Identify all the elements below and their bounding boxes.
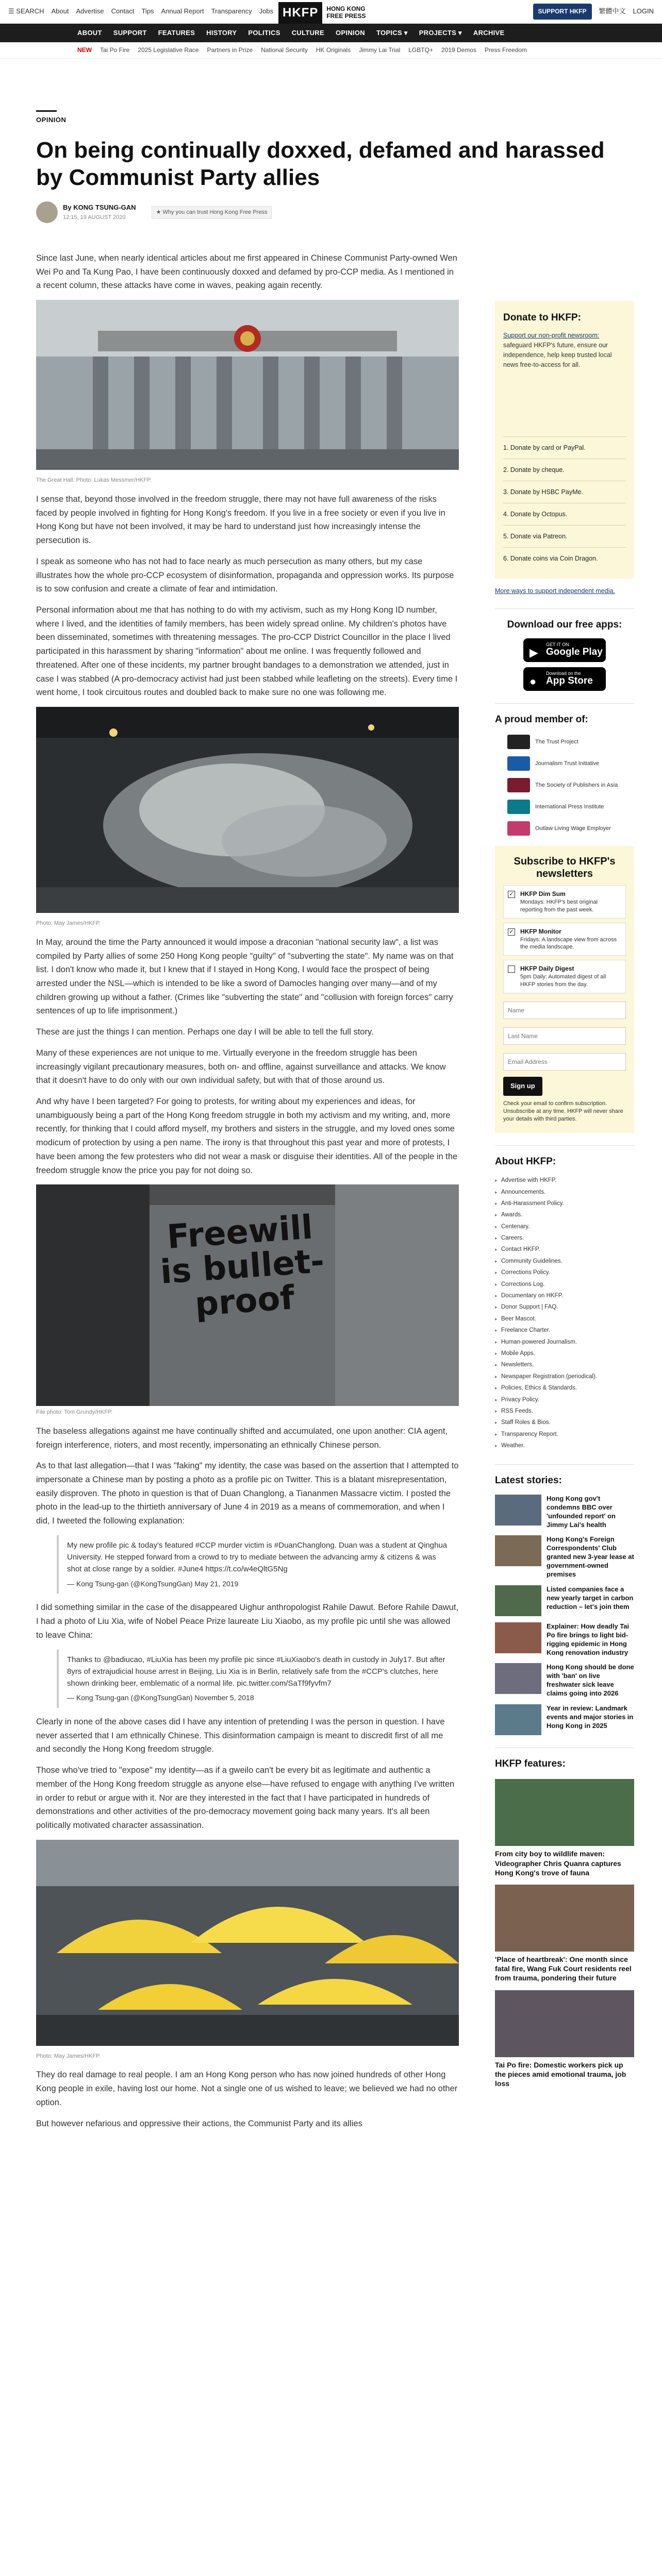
- subnav-item[interactable]: Press Freedom: [484, 46, 527, 54]
- photo-caption: Photo: May James/HKFP.: [36, 2053, 101, 2059]
- donate-lead-link[interactable]: Support our non-profit newsroom:: [503, 332, 600, 340]
- story-thumbnail[interactable]: [495, 1495, 541, 1526]
- latest-list: [495, 1495, 634, 1735]
- sidebar: [495, 301, 634, 2095]
- main-nav: [0, 24, 662, 42]
- tweet-meta[interactable]: — Kong Tsung-gan (@KongTsungGan) November 5, 2018: [67, 1693, 254, 1702]
- paragraph: Since last June, when nearly identical articles about me first appeared in Chinese Communist Party-owned Wen Wei Po and Ta Kung Pao, I have been continuously doxxed and defamed by pro-CCP media. As I mentioned in a recent column, these attacks have come in waves, peaking again recently.: [36, 253, 457, 291]
- nav-features[interactable]: FEATURES: [158, 28, 195, 37]
- about-link[interactable]: ▸ Corrections Policy.: [495, 1267, 634, 1278]
- logo-line1: HONG KONG: [326, 5, 366, 13]
- tweet-text: My new profile pic & today's featured #CCP murder victim is #DuanChanglong. Duan was a student at Qinghua University. He stepped forward from a crowd to try to mediate between the advancing army & citizens & was shot at close range by a soldier. #June4 https://t.co/w4eQltG5Ng: [67, 1540, 448, 1574]
- story-title[interactable]: Explainer: How deadly Tai Po fire brings to light bid-rigging epidemic in Hong Kong renovation industry: [547, 1622, 630, 1656]
- member-name: Journalism Trust Initiative: [535, 760, 600, 767]
- tweet-text: Thanks to @badiucao, #LiuXia has been my profile pic since #LiuXiaobo's death in custody in July17. But after 8yrs of extrajudicial house arrest in Beijing, Liu Xia is in Berlin, relatively safe from the #CCP's clutches, here shown drinking beer, emblematic of a normal life. pic.twitter.com/SaTf9fyvfm7: [67, 1655, 445, 1688]
- photo-shadow: [36, 1184, 150, 1406]
- trust-banner-label: Why you can trust Hong Kong Free Press: [162, 209, 268, 215]
- embedded-tweet: [57, 1535, 459, 1594]
- donate-box: [495, 301, 634, 579]
- story-thumbnail[interactable]: [495, 1585, 541, 1616]
- story-thumbnail[interactable]: [495, 1663, 541, 1694]
- nav-opinion[interactable]: OPINION: [335, 28, 365, 37]
- about-link[interactable]: ▸ Newspaper Registration (periodical).: [495, 1371, 634, 1382]
- member-name: International Press Institute: [535, 803, 604, 810]
- paragraph: Clearly in none of the above cases did I have any intention of pretending I was the person in question. I have never asserted that I am ethnically Chinese. This disinformation campaign is meant to discredit first of all me and secondly the Hong Kong freedom struggle.: [36, 1717, 445, 1754]
- about-link[interactable]: ▸ Newsletters.: [495, 1359, 634, 1370]
- about-link[interactable]: ▸ Mobile Apps.: [495, 1348, 634, 1359]
- as-big: App Store: [546, 675, 593, 686]
- author-avatar: [36, 201, 58, 223]
- checkbox-icon[interactable]: [508, 965, 515, 973]
- subnav-item[interactable]: Jimmy Lai Trial: [359, 46, 401, 54]
- feature-image[interactable]: [495, 1990, 634, 2057]
- umbrellas-photo: [36, 1840, 459, 2046]
- apps-title: Download our free apps:: [495, 608, 634, 633]
- member-logo[interactable]: [507, 778, 634, 792]
- member-logo[interactable]: [507, 821, 634, 836]
- about-link[interactable]: ▸ Staff Roles & Bios.: [495, 1417, 634, 1428]
- graffiti-text: Freewill is bullet-proof: [159, 1208, 326, 1325]
- author-name[interactable]: By KONG TSUNG-GAN: [63, 204, 136, 212]
- subnav-item[interactable]: 2019 Demos: [441, 46, 476, 54]
- paragraph: These are just the things I can mention. Perhaps one day I will be able to tell the full story.: [36, 1027, 374, 1037]
- first-name-input[interactable]: [503, 1002, 626, 1019]
- member-name: The Trust Project: [535, 738, 578, 745]
- story-thumbnail[interactable]: [495, 1622, 541, 1653]
- top-link-jobs[interactable]: Jobs: [259, 7, 274, 15]
- latest-story[interactable]: [495, 1585, 634, 1616]
- graffiti-photo: [36, 1184, 459, 1406]
- about-link[interactable]: ▸ Announcements.: [495, 1187, 634, 1198]
- about-link[interactable]: ▸ Contact HKFP.: [495, 1244, 634, 1255]
- donate-lead: [503, 331, 626, 369]
- photo-caption: Photo: May James/HKFP.: [36, 920, 101, 927]
- paragraph: In May, around the time the Party announced it would impose a draconian "national security law", a list was compiled by Party allies of some 250 Hong Kong people "guilty" of "subverting the state". My name was on that list. I don't know who made it, but I knew that if I stayed in Hong Kong, I would face the prospect of being arrested under the NSL—which is intended to be like a sword of Damocles hanging over many—and of my children growing up without a father. (Crimes like "subverting the state" and "collusion with foreign forces" carry sentences of up to life imprisonment.): [36, 937, 454, 1016]
- logo-words: [326, 6, 366, 20]
- newsletter-name: HKFP Daily Digest: [520, 965, 574, 973]
- last-name-input[interactable]: [503, 1027, 626, 1045]
- latest-story[interactable]: [495, 1704, 634, 1735]
- newsletter-desc: 5pm Daily: Automated digest of all HKFP stories from the day.: [520, 974, 606, 988]
- story-title[interactable]: Hong Kong gov't condemns BBC over 'unfounded report' on Jimmy Lai's health: [547, 1494, 616, 1529]
- trust-banner[interactable]: ★ Why you can trust Hong Kong Free Press: [152, 206, 272, 219]
- about-link[interactable]: ▸ Privacy Policy.: [495, 1394, 634, 1405]
- search-label: SEARCH: [16, 7, 44, 15]
- top-bar: [0, 0, 662, 24]
- member-name: Outlaw Living Wage Employer: [535, 825, 611, 832]
- about-link[interactable]: ▸ Advertise with HKFP.: [495, 1175, 634, 1186]
- donate-option[interactable]: 4. Donate by Octopus.: [503, 503, 626, 525]
- member-logo[interactable]: [507, 800, 634, 814]
- nav-archive[interactable]: ARCHIVE: [473, 28, 505, 37]
- great-hall-photo: [36, 300, 459, 470]
- about-link[interactable]: ▸ Human-powered Journalism.: [495, 1336, 634, 1348]
- paragraph: Those who've tried to "expose" my identity—as if a gweilo can't be every bit as legitimate and authentic a member of the Hong Kong freedom struggle as anyone else—have refused to engage with anything I've written in order to rebut or argue with it. Nor are they interested in the fact that I have participated in hundreds of demonstrations and other activities of the pro-democracy movement going back many years. It's all been politically motivated character assassination.: [36, 1766, 455, 1830]
- subnav-item[interactable]: LGBTQ+: [408, 46, 433, 54]
- subnav-item[interactable]: HK Originals: [316, 46, 351, 54]
- login-link[interactable]: LOGIN: [633, 7, 654, 15]
- about-list: [495, 1175, 634, 1451]
- embedded-tweet: [57, 1650, 459, 1708]
- photo-caption: File photo: Tom Grundy/HKFP.: [36, 1409, 113, 1416]
- top-link-tips[interactable]: Tips: [141, 7, 154, 15]
- feature-title[interactable]: 'Place of heartbreak': One month since fatal fire, Wang Fuk Court residents reel from trauma, pondering their future: [495, 1955, 632, 1982]
- nav-topics[interactable]: TOPICS ▾: [376, 28, 408, 37]
- paragraph: Many of these experiences are not unique to me. Virtually everyone in the freedom struggle has been increasingly vigilant precautionary measures, both on- and offline, against surveillance and attacks. We know that it doesn't have to do only with our own individual safety, but with that of those around us.: [36, 1048, 446, 1086]
- site-logo[interactable]: [278, 2, 366, 24]
- about-link[interactable]: ▸ Community Guidelines.: [495, 1256, 634, 1267]
- sub-nav: [0, 42, 662, 59]
- member-logo[interactable]: [507, 756, 634, 771]
- trust-project-icon: [507, 735, 530, 749]
- about-link[interactable]: ▸ Centenary.: [495, 1221, 634, 1232]
- feature-story[interactable]: [495, 1885, 634, 1983]
- member-title: A proud member of:: [495, 703, 634, 727]
- logo-line2: FREE PRESS: [326, 12, 366, 20]
- newsletter-desc: Fridays: A landscape view from across the media landscape.: [520, 936, 617, 951]
- story-title[interactable]: Hong Kong should be done with 'ban' on live freshwater sick leave claims going into 2026: [547, 1663, 634, 1698]
- story-thumbnail[interactable]: [495, 1535, 541, 1566]
- story-title[interactable]: Listed companies face a new yearly target in carbon reduction – let's join them: [547, 1585, 634, 1611]
- donate-option[interactable]: 6. Donate coins via Coin Dragon.: [503, 547, 626, 569]
- top-actions: [533, 4, 654, 20]
- top-link-about[interactable]: About: [51, 7, 69, 15]
- donate-option[interactable]: 2. Donate by cheque.: [503, 459, 626, 481]
- about-link[interactable]: ▸ Policies, Ethics & Standards.: [495, 1382, 634, 1394]
- play-icon: ▶: [529, 646, 538, 659]
- donate-spacer: [503, 369, 626, 436]
- feature-story[interactable]: [495, 1779, 634, 1877]
- paragraph: As to that last allegation—that I was "faking" my identity, the case was based on the assertion that I attempted to impersonate a Chinese man by posting a photo as a profile pic on Twitter. This is a blatant misrepresentation, easily disproven. The photo in question is that of Duan Changlong, a Tiananmen Massacre victim. I posted the photo in the lead-up to the thirtieth anniversary of June 4 in 2019 as a means of commemoration, and when I did, I tweeted the following explanation:: [36, 1461, 459, 1526]
- donate-option[interactable]: 5. Donate via Patreon.: [503, 525, 626, 547]
- nav-history[interactable]: HISTORY: [206, 28, 237, 37]
- about-link[interactable]: ▸ Beer Mascot.: [495, 1313, 634, 1325]
- newsletter-box: [495, 846, 634, 1133]
- nav-projects[interactable]: PROJECTS ▾: [419, 28, 462, 37]
- nav-support[interactable]: SUPPORT: [113, 28, 147, 37]
- donate-lead-text: safeguard HKFP's future, ensure our independence, help keep trusted local news free-to-access for all.: [503, 342, 612, 368]
- as-small: Download on the: [546, 670, 581, 676]
- section-label[interactable]: OPINION: [36, 110, 57, 126]
- donate-option[interactable]: 3. Donate by HSBC PayMe.: [503, 481, 626, 503]
- more-ways-link[interactable]: More ways to support independent media.: [495, 587, 615, 595]
- nav-about[interactable]: ABOUT: [77, 28, 102, 37]
- search-button[interactable]: ☰ SEARCH: [8, 7, 44, 15]
- about-link[interactable]: ▸ Documentary on HKFP.: [495, 1290, 634, 1301]
- newsletter-title: Subscribe to HKFP's newsletters: [514, 856, 616, 880]
- about-link[interactable]: ▸ Corrections Log.: [495, 1279, 634, 1290]
- about-link[interactable]: ▸ Freelance Charter.: [495, 1325, 634, 1336]
- features-title: HKFP features:: [495, 1748, 634, 1772]
- top-link-annual-report[interactable]: Annual Report: [161, 7, 204, 15]
- newsletter-note: Check your email to confirm subscription. Unsubscribe at any time. HKFP will never share your details with third parties.: [503, 1100, 623, 1123]
- subnav-item[interactable]: National Security: [261, 46, 308, 54]
- photo-building: [335, 1184, 459, 1406]
- paragraph: They do real damage to real people. I am an Hong Kong person who has now joined hundreds of other Hong Kong people in exile, having lost our home. Not a single one of us wished to leave; we believed we had no other option.: [36, 2070, 458, 2107]
- latest-story[interactable]: [495, 1535, 634, 1579]
- language-link[interactable]: 繁體中文: [599, 7, 626, 15]
- paragraph: But however nefarious and oppressive their actions, the Communist Party and its allies: [36, 2119, 362, 2128]
- support-button[interactable]: SUPPORT HKFP: [533, 4, 592, 20]
- donate-option[interactable]: 1. Donate by card or PayPal.: [503, 436, 626, 459]
- logo-mark: HKFP: [278, 2, 322, 24]
- feature-image[interactable]: [495, 1779, 634, 1846]
- top-link-advertise[interactable]: Advertise: [76, 7, 104, 15]
- sopa-icon: [507, 778, 530, 792]
- byline-text: [63, 202, 136, 222]
- top-link-transparency[interactable]: Transparency: [211, 7, 252, 15]
- latest-story[interactable]: [495, 1622, 634, 1657]
- newsletter-option[interactable]: [503, 923, 626, 956]
- paragraph: I did something similar in the case of the disappeared Uighur anthropologist Rahile Dawut. Before Rahile Dawut, I had a photo of Liu Xia, wife of Nobel Peace Prize laureate Liu Xiaobo, as my profile pic until she was allowed to leave China:: [36, 1603, 459, 1640]
- google-play-button[interactable]: [523, 638, 606, 662]
- story-thumbnail[interactable]: [495, 1704, 541, 1735]
- email-input[interactable]: [503, 1053, 626, 1071]
- paragraph: And why have I been targeted? For going to protests, for writing about my experiences and ideas, for unambiguously being a part of the Hong Kong freedom struggle in both my activism and my writing, and, more recently, for thinking that I could afford myself, my brothers and sisters in the struggle, and my loved ones some modicum of protection by using a pen name. The irony is that throughout this past year and more of protests, I have been among the few protesters who did not wear a mask or disguise their identities. All of the people in the freedom struggle know the price you pay for not doing so.: [36, 1096, 458, 1175]
- story-title[interactable]: Hong Kong's Foreign Correspondents' Club granted new 3-year lease at government-owned premises: [547, 1535, 634, 1579]
- about-link[interactable]: ▸ Donor Support | FAQ.: [495, 1301, 634, 1313]
- features-list: [495, 1779, 634, 2088]
- feature-title[interactable]: From city boy to wildlife maven: Videographer Chris Quanra captures Hong Kong's trove of fauna: [495, 1850, 621, 1877]
- ipi-icon: [507, 800, 530, 814]
- photo-caption: The Great Hall. Photo: Lukas Messmer/HKFP.: [36, 477, 152, 484]
- latest-story[interactable]: [495, 1663, 634, 1698]
- newsletter-desc: Mondays: HKFP's best original reporting from the past week.: [520, 899, 598, 913]
- subnav-item[interactable]: 2025 Legislative Race: [138, 46, 199, 54]
- tweet-meta[interactable]: — Kong Tsung-gan (@KongTsungGan) May 21, 2019: [67, 1579, 239, 1588]
- app-store-button[interactable]: [523, 667, 606, 691]
- about-link[interactable]: ▸ Transparency Report.: [495, 1429, 634, 1440]
- checkbox-icon[interactable]: [508, 928, 515, 936]
- member-logo[interactable]: [507, 735, 634, 749]
- byline: [36, 201, 614, 223]
- story-title[interactable]: Year in review: Landmark events and major stories in Hong Kong in 2025: [547, 1704, 634, 1730]
- paragraph: I sense that, beyond those involved in the freedom struggle, there may not have full awareness of the risks faced by people involved in fighting for Hong Kong's freedom. If you live in a free society or even if you live in Hong Kong but have not been involved, it may be hard to understand just how increasingly intense the persecution is.: [36, 494, 445, 546]
- nav-politics[interactable]: POLITICS: [248, 28, 280, 37]
- feature-title[interactable]: Tai Po fire: Domestic workers pick up the pieces amid emotional trauma, job loss: [495, 2060, 626, 2088]
- paragraph: I speak as someone who has not had to face nearly as much persecution as many others, but my case illustrates how the whole pro-CCP ecosystem of disinformation, propaganda and oppression works. Its purpose is to sow confusion and create a climate of fear and intimidation.: [36, 556, 454, 594]
- newsletter-option[interactable]: [503, 960, 626, 993]
- new-badge: NEW: [77, 46, 92, 54]
- about-link[interactable]: ▸ Careers.: [495, 1232, 634, 1244]
- top-link-contact[interactable]: Contact: [111, 7, 135, 15]
- signup-button[interactable]: Sign up: [503, 1077, 542, 1096]
- publish-date: 12:15, 19 AUGUST 2020: [63, 214, 126, 221]
- about-title: About HKFP:: [495, 1145, 634, 1170]
- paragraph: Personal information about me that has nothing to do with my activism, such as my Hong Kong ID number, where I lived, and the identities of family members, has been widely spread online. My children's photos have been disseminated, sometimes with threatening messages. The pro-CCP District Councillor in the place I lived participated in this harassment by sharing "information" about me online. I was frequently followed and threatened. After one of these incidents, my partner brought bandages to a demonstration we attended, just in case I was stabbed (A pro-democracy activist had just been stabbed while leafleting on the streets). Every time I went home, I took circuitous routes and doubled back to make sure no one was following me.: [36, 605, 458, 698]
- article-body: [36, 244, 459, 2138]
- about-link[interactable]: ▸ Awards.: [495, 1209, 634, 1221]
- about-link[interactable]: ▸ Weather.: [495, 1440, 634, 1451]
- top-links: [8, 6, 273, 17]
- apple-icon: ●: [529, 674, 537, 688]
- tear-gas-photo: [36, 707, 459, 913]
- jti-icon: [507, 756, 530, 771]
- feature-story[interactable]: [495, 1990, 634, 2089]
- subnav-item[interactable]: Partners in Prize: [207, 46, 253, 54]
- newsletter-name: HKFP Monitor: [520, 927, 561, 935]
- member-name: The Society of Publishers in Asia: [535, 782, 618, 788]
- feature-image[interactable]: [495, 1885, 634, 1952]
- article-title: On being continually doxxed, defamed and harassed by Communist Party allies: [36, 137, 605, 190]
- about-link[interactable]: ▸ RSS Feeds.: [495, 1405, 634, 1417]
- subnav-item[interactable]: Tai Po Fire: [100, 46, 130, 54]
- newsletter-option[interactable]: [503, 885, 626, 919]
- checkbox-icon[interactable]: [508, 891, 515, 898]
- latest-title: Latest stories:: [495, 1464, 634, 1488]
- latest-story[interactable]: [495, 1495, 634, 1530]
- living-wage-icon: [507, 821, 530, 836]
- about-link[interactable]: ▸ Anti-Harassment Policy.: [495, 1198, 634, 1209]
- gp-small: GET IT ON: [546, 641, 569, 647]
- article-header: [36, 59, 614, 223]
- gp-big: Google Play: [546, 646, 603, 657]
- donate-title: Donate to HKFP:: [503, 312, 581, 323]
- newsletter-name: HKFP Dim Sum: [520, 890, 566, 898]
- nav-culture[interactable]: CULTURE: [291, 28, 324, 37]
- paragraph: The baseless allegations against me have continually shifted and accumulated, one upon another: CIA agent, foreign interference, rioters, and most recently, impersonating an ethnically Chinese person.: [36, 1426, 448, 1450]
